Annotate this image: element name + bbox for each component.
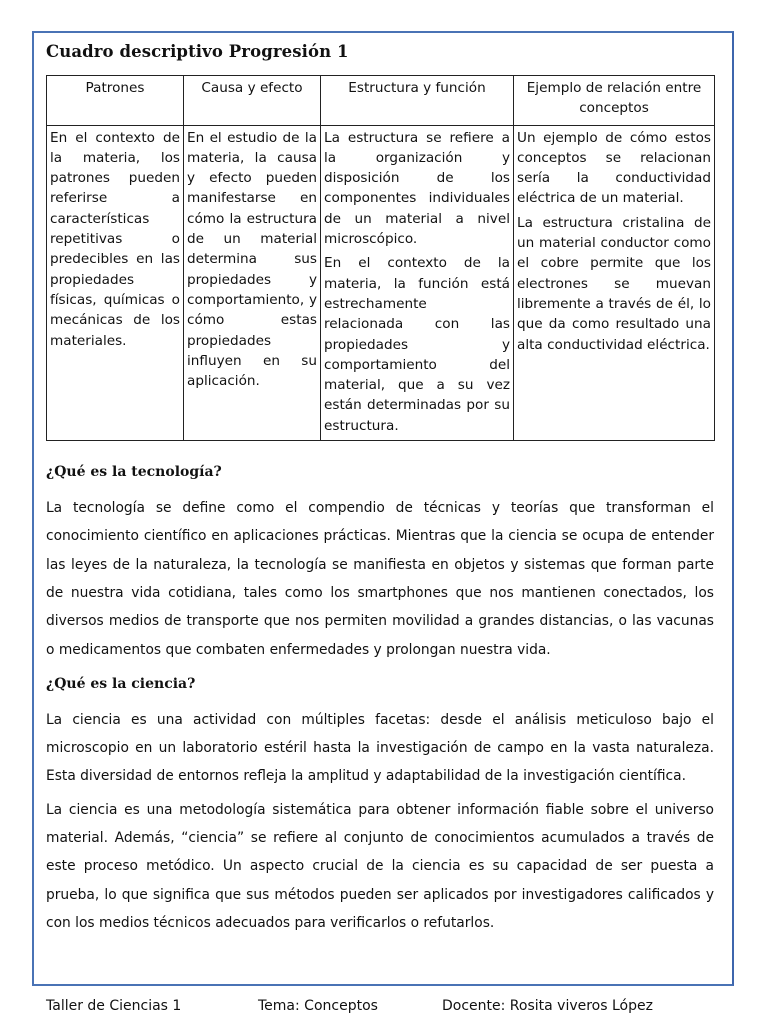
cell-causa-efecto	[184, 125, 321, 440]
cell-text: La estructura se refiere a la organización y disposición de los componentes individuales de un material a nivel microscópico.	[324, 129, 510, 248]
document-body	[46, 42, 714, 942]
cell-ejemplo-relacion	[514, 125, 715, 440]
page-footer	[46, 998, 653, 1014]
cell-estructura-funcion	[321, 125, 514, 440]
table-header-row	[47, 76, 715, 126]
header-estructura-funcion: Estructura y función	[321, 76, 514, 126]
cell-text: La estructura cristalina de un material conductor como el cobre permite que los electrones se muevan libremente a través de él, lo que da como resultado una alta conductividad eléctrica.	[517, 214, 711, 353]
cell-patrones	[47, 125, 184, 440]
heading-tecnologia: ¿Qué es la tecnología?	[46, 464, 222, 481]
cell-text: En el estudio de la materia, la causa y efecto pueden manifestarse en cómo la estructura de un material determina sus propiedades y comportamiento, y cómo estas propiedades influyen en su aplicación.	[187, 129, 317, 390]
cell-text: Un ejemplo de cómo estos conceptos se relacionan sería la conductividad eléctrica de un material.	[517, 129, 711, 207]
cell-text: En el contexto de la materia, la función está estrechamente relacionada con las propiedades y comportamiento del material, que a su vez están determinadas por su estructura.	[324, 255, 510, 434]
header-patrones: Patrones	[47, 76, 184, 126]
heading-ciencia: ¿Qué es la ciencia?	[46, 675, 196, 692]
footer-course: Taller de Ciencias 1	[46, 998, 182, 1014]
footer-teacher: Docente: Rosita viveros López	[442, 998, 653, 1014]
header-causa-efecto: Causa y efecto	[184, 76, 321, 126]
paragraph-ciencia-1: La ciencia es una actividad con múltiples facetas: desde el análisis meticuloso bajo el microscopio en un laboratorio estéril hasta la investigación de campo en la vasta naturaleza. Esta diversidad de entornos refleja la amplitud y adaptabilidad de la investigación científica.	[46, 711, 714, 785]
descriptive-table	[46, 75, 715, 441]
header-ejemplo-relacion: Ejemplo de relación entre conceptos	[514, 76, 715, 126]
paragraph-tecnologia: La tecnología se define como el compendio de técnicas y teorías que transforman el conocimiento científico en aplicaciones prácticas. Mientras que la ciencia se ocupa de entender las leyes de la naturaleza, la tecnología se manifiesta en objetos y sistemas que forman parte de nuestra vida cotidiana, tales como los smartphones que nos mantienen conectados, los diversos medios de transporte que nos permiten movilidad a grandes distancias, o las vacunas o medicamentos que combaten enfermedades y prolongan nuestra vida.	[46, 500, 714, 658]
paragraph-ciencia-2: La ciencia es una metodología sistemática para obtener información fiable sobre el universo material. Además, “ciencia” se refiere al conjunto de conocimientos acumulados a través de este proceso metódico. Un aspecto crucial de la ciencia es su capacidad de ser puesta a prueba, lo que significa que sus métodos pueden ser aplicados por investigadores calificados y con los medios técnicos adecuados para verificarlos o refutarlos.	[46, 801, 714, 931]
footer-topic: Tema: Conceptos	[258, 998, 378, 1014]
document-title: Cuadro descriptivo Progresión 1	[46, 42, 349, 61]
cell-text: En el contexto de la materia, los patrones pueden referirse a características repetitivas o predecibles en las propiedades físicas, químicas o mecánicas de los materiales.	[50, 129, 180, 349]
table-row	[47, 125, 715, 440]
